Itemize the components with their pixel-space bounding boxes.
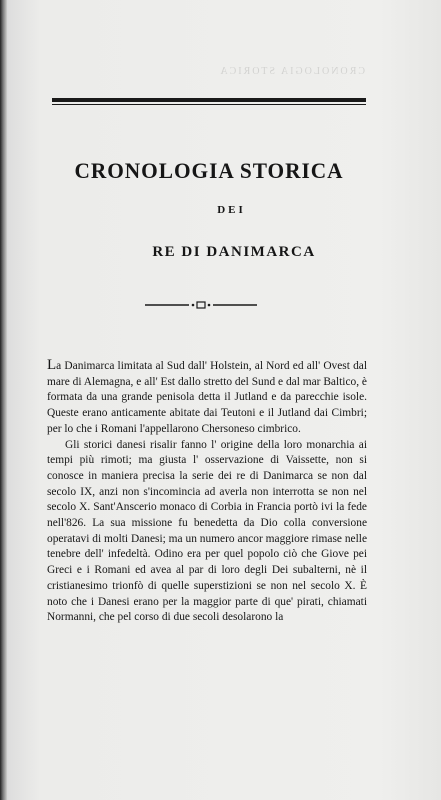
subtitle-dei: DEI [217,204,246,216]
header-rule-thick [52,98,366,102]
binding-shadow [0,0,7,800]
initial-letter: L [47,357,57,373]
paragraph-1-text: a Danimarca limitata al Sud dall' Holstein, al Nord ed all' Ovest dal mare di Alemagna, e all' Est dallo stretto del Sund e dal mar Baltico, è formata da una grande penisola detta il Jutland e da parecchie isole. Queste erano anticamente abitate dai Teutoni e il Jutland dai Cimbri; per lo che i Romani l'appellarono Chersoneso cimbrico. [47,360,367,435]
header-rule-thin [52,104,366,105]
ornament-divider [145,300,257,310]
page-title: CRONOLOGIA STORICA [74,158,344,183]
paragraph-2: Gli storici danesi risalir fanno l' origine della loro monarchia ai tempi più rimoti; ma giusta l' osservazione di Vaissette, non si conosce in maniera precisa la serie dei re di Danimarca se non dal secolo IX, anzi non s'incomincia ad averla non interrotta se non nel secolo X. Sant'Anscerio monaco di Corbia in Francia portò ivi la fede nell'826. La sua missione fu benedetta da Dio colla conversione operatavi di molti Danesi; ma un numero ancor maggiore rimase nelle tenebre dell' infedeltà. Odino era per quel popolo ciò che Giove pei Greci e i Romani ed avea al par di loro degli Dei subalterni, nè il cristianesimo trionfò di quelle superstizioni se non nel secolo X. È noto che i Danesi erano per la maggior parte di que' pirati, chiamati Normanni, che pel corso di due secoli desolarono la [47,438,367,624]
show-through-text: CRONOLOGIA STORICA [218,66,365,77]
paragraph-1 [47,358,367,438]
subtitle-re: RE DI DANIMARCA [152,244,316,260]
body-text [47,358,367,626]
